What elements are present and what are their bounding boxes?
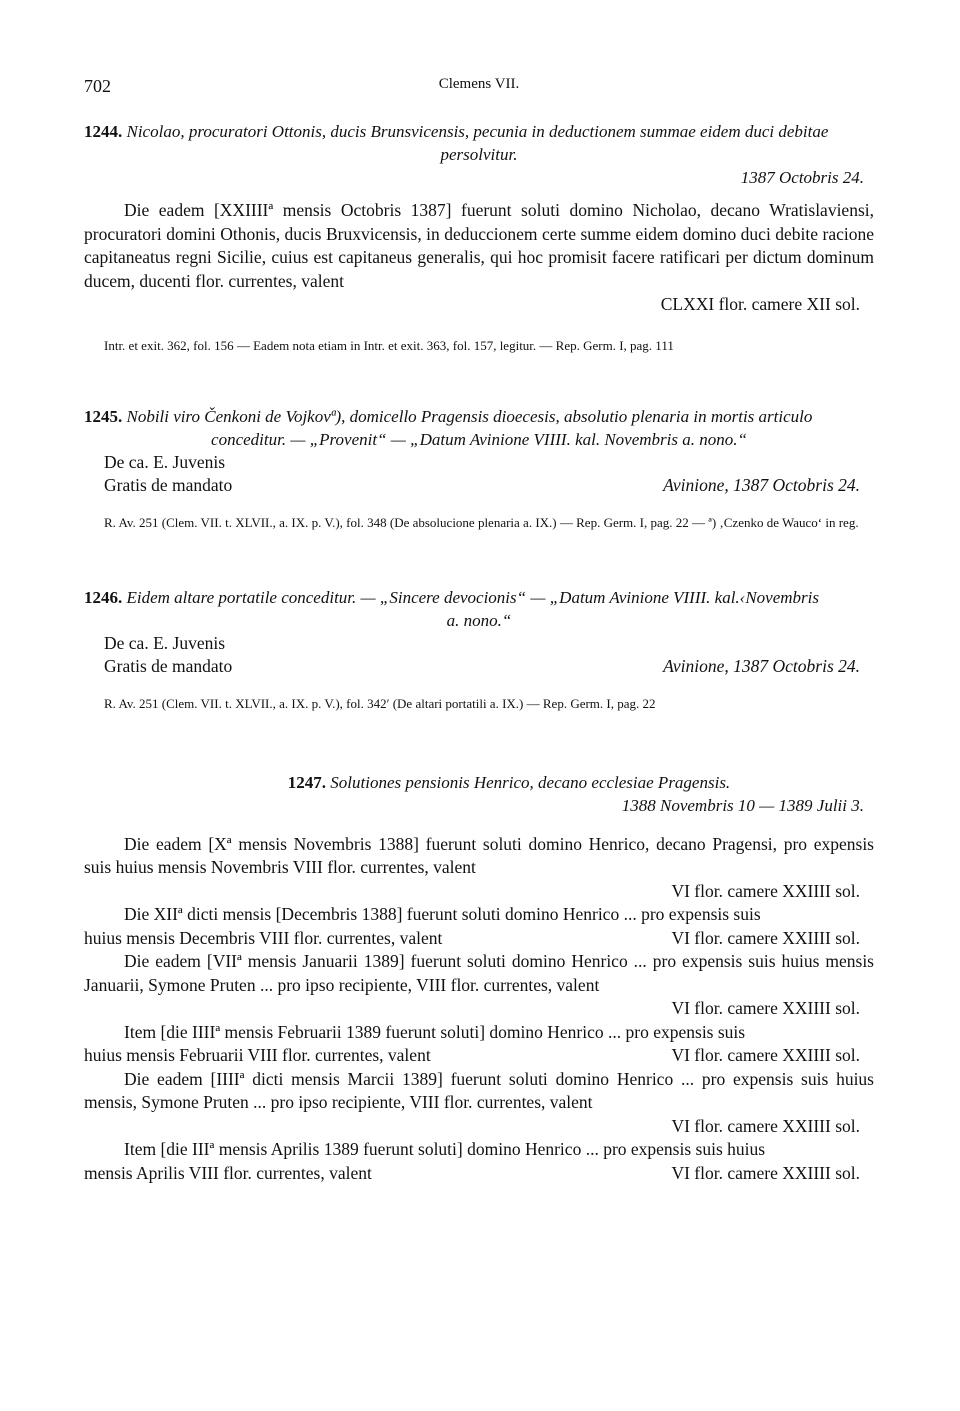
payment-row <box>84 1044 874 1068</box>
chancery-note: De ca. E. Juvenis <box>104 632 226 653</box>
gratis-note: Gratis de mandato <box>104 656 233 676</box>
page-number: 702 <box>84 76 111 96</box>
payment-row <box>84 927 874 951</box>
entry-number: 1247. <box>287 772 327 792</box>
entry-title-line: Eidem altare portatile conceditur. — „Sincere devocionis“ — „Datum Avinione VIIII. kal.‹Novembris <box>126 587 819 607</box>
entry-title <box>84 120 874 166</box>
entry-date: Avinione, 1387 Octobris 24. <box>663 656 860 676</box>
payment-amount: VI flor. camere XXIIII sol. <box>671 1045 860 1065</box>
entry-number: 1244. <box>84 122 123 141</box>
payment-paragraph: Die eadem [IIIIª dicti mensis Marcii 1389] fuerunt soluti domino Henrico ... pro expensis suis huius mensis, Symone Pruten ... pro ipso recipiente, VIII flor. currentes, valent <box>84 1068 874 1112</box>
entry-title <box>84 586 874 632</box>
payment-amount: VI flor. camere XXIIII sol. <box>671 1115 860 1136</box>
entry-text: Die eadem [XXIIIIª mensis Octobris 1387] fuerunt soluti domino Nicholao, decano Wratislaviensi, procuratori domini Othonis, ducis Bruxvicensis, in deduccionem certe summe eidem domino duci debite racione capitaneatus regni Sicilie, cuius est capitaneus generalis, qui hoc promisit facere ratificari per dictum dominum ducem, ducenti flor. currentes, valent <box>84 200 874 291</box>
entry-title-continuation: persolvitur. <box>440 145 518 164</box>
payment-text: huius mensis Februarii VIII flor. currentes, valent <box>84 1045 431 1065</box>
entry-number: 1245. <box>84 406 123 426</box>
payment-row <box>84 1162 874 1186</box>
source-note: R. Av. 251 (Clem. VII. t. XLVII., a. IX. p. V.), fol. 348 (De absolucione plenaria a. IX.) — Rep. Germ. I, pag. 22 — ª) ‚Czenko de Wauco‘ in reg. <box>104 514 859 530</box>
entry-1245 <box>84 405 874 534</box>
entry-title-line: Nobili viro Čenkoni de Vojkovª), domicello Pragensis dioecesis, absolutio plenaria in mortis articulo <box>126 406 813 426</box>
entry-title <box>84 771 874 794</box>
running-title: Clemens VII. <box>438 76 520 92</box>
dating-row <box>84 655 874 679</box>
payment-text: huius mensis Decembris VIII flor. currentes, valent <box>84 927 443 948</box>
entry-title-line: Nicolao, procuratori Ottonis, ducis Brunsvicensis, pecunia in deductionem summae eidem duci debitae <box>126 122 829 141</box>
payment-paragraph: Item [die IIIª mensis Aprilis 1389 fuerunt soluti] domino Henrico ... pro expensis suis huius <box>124 1139 766 1159</box>
payment-amount: VI flor. camere XXIIII sol. <box>671 927 860 948</box>
entry-1244 <box>84 120 874 357</box>
chancery-note: De ca. E. Juvenis <box>104 451 226 472</box>
entry-amount: CLXXI flor. camere XII sol. <box>660 294 860 314</box>
payment-text: mensis Aprilis VIII flor. currentes, valent <box>84 1162 372 1183</box>
payment-paragraph: Die eadem [Xª mensis Novembris 1388] fuerunt soluti domino Henrico, decano Pragensi, pro expensis suis huius mensis Novembris VIII flor. currentes, valent <box>84 833 874 877</box>
entry-date: 1388 Novembris 10 — 1389 Julii 3. <box>621 795 864 815</box>
document-page <box>84 72 874 1185</box>
payment-amount: VI flor. camere XXIIII sol. <box>671 1162 860 1183</box>
gratis-note: Gratis de mandato <box>104 475 233 495</box>
entry-1247 <box>84 771 874 1186</box>
payment-paragraph: Die XIIª dicti mensis [Decembris 1388] fuerunt soluti domino Henrico ... pro expensis suis <box>124 904 761 924</box>
page-header <box>84 72 874 106</box>
entry-title-continuation: a. nono.“ <box>446 610 512 630</box>
source-note: Intr. et exit. 362, fol. 156 — Eadem nota etiam in Intr. et exit. 363, fol. 157, legitur. — Rep. Germ. I, pag. 111 <box>104 337 674 353</box>
entry-1246 <box>84 586 874 715</box>
entry-number: 1246. <box>84 587 123 607</box>
entry-title-line: Solutiones pensionis Henrico, decano ecclesiae Pragensis. <box>330 772 731 792</box>
entry-title-continuation: conceditur. — „Provenit“ — „Datum Avinione VIIII. kal. Novembris a. nono.“ <box>211 429 747 449</box>
entry-date: 1387 Octobris 24. <box>740 168 864 187</box>
entry-date: Avinione, 1387 Octobris 24. <box>663 475 860 495</box>
payment-amount: VI flor. camere XXIIII sol. <box>671 998 860 1018</box>
source-note: R. Av. 251 (Clem. VII. t. XLVII., a. IX. p. V.), fol. 342′ (De altari portatili a. IX.) — Rep. Germ. I, pag. 22 <box>104 695 656 711</box>
payment-paragraph: Item [die IIIIª mensis Februarii 1389 fuerunt soluti] domino Henrico ... pro expensis suis <box>124 1021 746 1042</box>
dating-row <box>84 474 874 498</box>
entry-title <box>84 405 874 451</box>
payment-paragraph: Die eadem [VIIª mensis Januarii 1389] fuerunt soluti domino Henrico ... pro expensis suis huius mensis Januarii, Symone Pruten ... pro ipso recipiente, VIII flor. currentes, valent <box>84 951 874 995</box>
payment-amount: VI flor. camere XXIIII sol. <box>671 880 860 901</box>
